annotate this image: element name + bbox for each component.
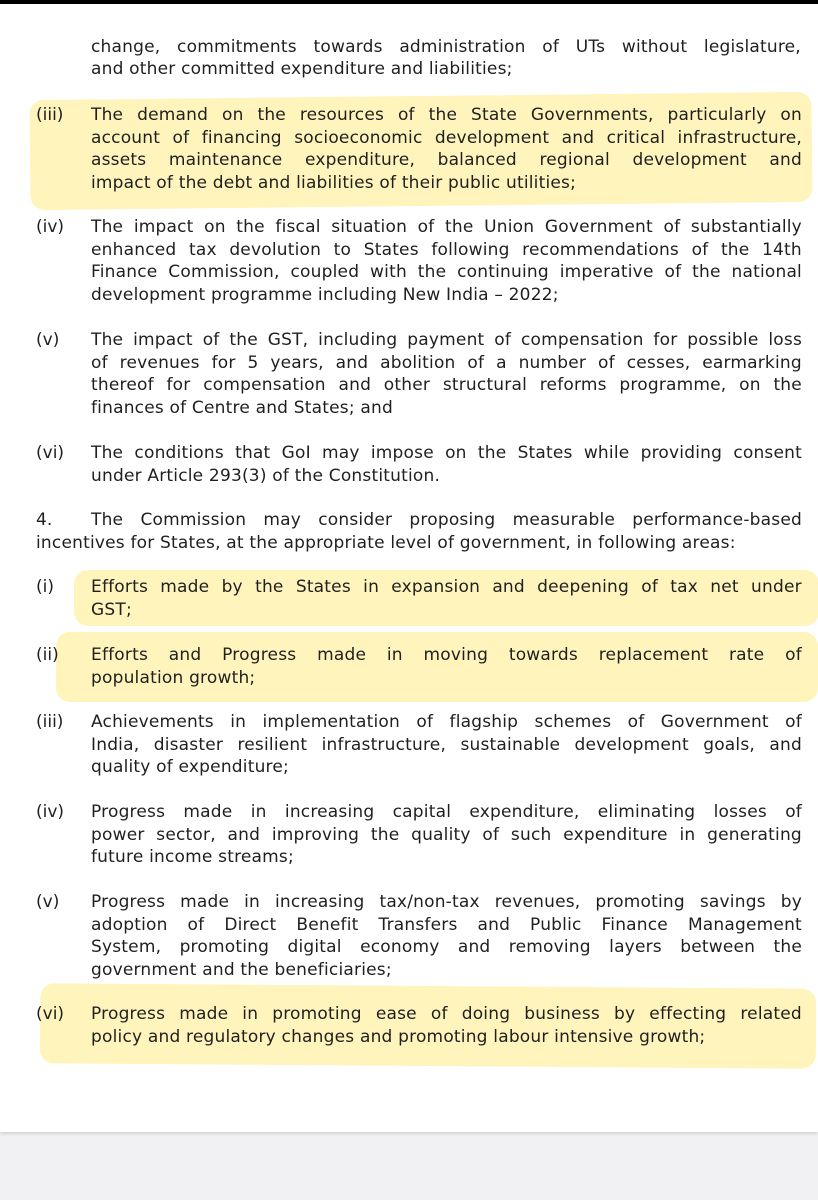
item-number: (iv) [36,217,65,237]
word: Government [544,217,653,237]
word: goals, [703,734,756,755]
word: revenues [119,352,200,373]
word: Efforts [91,645,149,665]
word: replacement [598,645,709,665]
word: Progress [91,1004,166,1024]
word: following [431,239,510,260]
word: Finance [601,914,668,935]
word: consent [733,443,802,463]
word: revenues, [494,892,581,912]
word: critical [606,127,666,148]
word: 14th [762,239,802,260]
word: maintenance [168,150,283,170]
item-number: (v) [36,892,60,912]
word: made [317,645,367,665]
word: that [235,443,271,463]
word: expenditure, [469,802,580,822]
word: Governments, [530,105,654,125]
word: Government [660,712,769,732]
word: compensation [520,330,644,350]
item-number: (iv) [36,802,65,822]
word: GoI [281,443,311,463]
word: effecting [649,1004,727,1024]
word: in [244,892,261,912]
word: on [739,375,761,395]
text-line: government and the beneficiaries; [91,959,392,980]
word: other [383,375,431,395]
word: legislature, [703,37,801,57]
item-number: (iii) [36,105,64,125]
word: expansion [391,577,481,597]
word: on [222,105,244,125]
word: of [397,105,415,125]
word: States [517,443,573,463]
word: of [785,645,802,665]
word: tax [670,577,699,597]
word: States [363,239,419,260]
word: and [457,937,491,957]
word: deepening [537,577,629,597]
word: years, [270,352,324,373]
word: continuing [457,262,549,282]
text-line [91,824,802,847]
paragraph-number: 4. [36,510,53,530]
word: of [187,914,205,935]
word: of [467,352,485,373]
text-line: incentives for States, at the appropriate level of government, in following areas: [36,532,736,553]
word: Public [530,914,582,935]
word: socioeconomic [294,127,423,148]
word: and [561,127,595,148]
word: for [211,352,236,373]
word: and [477,914,511,935]
word: national [731,262,802,282]
word: The [91,217,124,237]
word: on [204,217,226,237]
word: in [242,1004,259,1024]
word: of [482,824,500,845]
word: GST, [267,330,309,350]
text-line [91,1003,802,1026]
word: infrastructure, [677,127,802,148]
word: expenditure, [304,150,416,170]
text-line [91,509,802,532]
word: resources [299,105,385,125]
word: without [621,37,688,57]
word: generating [707,824,802,845]
text-line [91,216,802,239]
text-line [91,914,802,937]
text-line [91,261,802,284]
word: 5 [247,352,259,373]
word: disaster [153,734,224,755]
text-line [91,352,802,375]
word: impose [370,443,434,463]
word: made [160,577,210,597]
text-line [91,36,801,59]
item-number: (vi) [36,1004,65,1024]
word: abolition [380,352,456,373]
text-line: policy and regulatory changes and promoting labour intensive growth; [91,1026,706,1047]
word: the [257,105,286,125]
word: Efforts [91,577,149,597]
word: and [492,577,525,597]
word: and [769,150,802,170]
item-number: (vi) [36,443,65,463]
word: of [627,712,645,732]
word: layers [609,937,662,957]
word: situation [331,217,408,237]
word: financing [201,127,282,148]
word: India, [91,734,140,755]
word: promoting [595,892,685,912]
word: schemes [534,712,612,732]
word: Transfers [378,914,458,935]
word: to [333,239,352,260]
word: the [477,443,507,463]
word: possible [687,330,759,350]
word: compensation [203,375,326,395]
text-line [91,936,802,959]
word: devolution [229,239,322,260]
word: and [335,352,369,373]
word: Commission [140,510,247,530]
word: a [496,352,507,373]
word: the [417,262,447,282]
word: States [295,577,351,597]
word: balanced [437,150,517,170]
word: UTs [575,37,606,57]
document-page [0,4,818,1132]
word: Finance [91,262,158,282]
word: recommendations [522,239,679,260]
word: removing [508,937,591,957]
word: of [542,37,560,57]
word: moving [423,645,489,665]
word: the [773,375,802,395]
word: of [598,352,615,373]
word: with [370,262,407,282]
text-line: impact of the debt and liabilities of their public utilities; [91,172,577,193]
word: payment [407,330,485,350]
word: increasing [284,802,375,822]
word: Management [687,914,802,935]
word: cesses, [626,352,691,373]
word: promoting [179,937,270,957]
word: regional [539,150,610,170]
word: expenditure [563,824,668,845]
word: substantially [690,217,802,237]
word: promoting [272,1004,362,1024]
word: the [236,217,265,237]
word: of [494,330,512,350]
word: structural [442,375,528,395]
word: in [250,802,267,822]
word: by [221,577,243,597]
word: improving [271,824,360,845]
word: reforms [539,375,607,395]
word: on [780,105,802,125]
word: Progress [91,802,166,822]
word: sector, [156,824,216,845]
word: change, [91,37,161,57]
word: in [679,824,696,845]
word: may [322,443,360,463]
word: The [91,510,124,530]
word: including [318,330,398,350]
word: proposing [409,510,496,530]
word: under [751,577,802,597]
word: for [166,375,191,395]
word: between [680,937,756,957]
word: rate [728,645,765,665]
word: impact [133,330,193,350]
word: enhanced [91,239,177,260]
word: The [91,330,124,350]
word: fiscal [275,217,321,237]
word: the [370,824,400,845]
word: capital [392,802,452,822]
word: the [692,262,721,282]
word: business [524,1004,600,1024]
word: account [91,127,161,148]
word: may [263,510,302,530]
text-line [91,127,802,150]
word: impact [133,217,194,237]
word: the [720,239,750,260]
word: savings [699,892,766,912]
text-line [91,891,802,914]
text-line [91,329,802,352]
text-line: finances of Centre and States; and [91,397,393,418]
word: development [574,734,689,755]
word: in [230,712,247,732]
word: development [434,127,550,148]
word: power [91,824,145,845]
text-line: quality of expenditure; [91,757,289,777]
word: conditions [134,443,224,463]
word: in [363,577,380,597]
word: loss [768,330,802,350]
item-number: (iii) [36,712,64,732]
word: providing [640,443,723,463]
word: State [471,105,518,125]
word: implementation [262,712,400,732]
word: Achievements [91,712,214,732]
text-line [91,104,802,127]
word: of [417,217,435,237]
word: infrastructure, [321,734,447,755]
word: commitments [177,37,297,57]
text-line: development programme including New India – 2022; [91,284,559,305]
word: Progress [222,645,297,665]
word: of [785,712,802,732]
word: earmarking [702,352,802,373]
word: net [710,577,739,597]
word: the [773,937,802,957]
text-line: and other committed expenditure and liabilities; [91,59,513,79]
word: made [180,892,230,912]
text-line [91,711,802,734]
word: programme, [619,375,727,395]
word: related [740,1004,802,1024]
text-line [91,374,802,397]
word: The [91,443,124,463]
word: by [780,892,802,912]
text-line: GST; [91,599,132,620]
word: losses [713,802,767,822]
word: Commission, [168,262,280,282]
word: of [663,217,681,237]
word: System, [91,937,162,957]
word: of [664,262,682,282]
word: towards [508,645,578,665]
word: demand [137,105,209,125]
word: of [691,239,709,260]
word: for [653,330,678,350]
word: Benefit [296,914,359,935]
word: adoption [91,914,168,935]
item-number: (v) [36,330,60,350]
word: and [227,824,261,845]
word: consider [318,510,393,530]
word: and [338,375,372,395]
word: the [428,105,458,125]
text-line: population growth; [91,667,256,688]
word: Union [484,217,535,237]
word: Direct [224,914,277,935]
word: administration [399,37,526,57]
text-line: future income streams; [91,847,294,867]
word: assets [91,150,147,170]
word: towards [313,37,383,57]
word: of [202,330,220,350]
word: made [183,802,233,822]
text-line [91,576,802,599]
word: on [445,443,467,463]
word: economy [360,937,440,957]
text-line: under Article 293(3) of the Constitution. [91,465,441,486]
word: the [445,217,474,237]
text-line [91,149,802,172]
word: of [172,127,190,148]
word: ease [375,1004,417,1024]
word: performance-based [632,510,802,530]
word: flagship [449,712,519,732]
word: coupled [290,262,360,282]
word: tax/non-tax [379,892,480,912]
word: of [430,1004,448,1024]
word: of [416,712,434,732]
word: such [510,824,552,845]
word: and [769,734,802,755]
word: digital [287,937,342,957]
word: Progress [91,892,166,912]
text-line [91,644,802,667]
text-line [91,801,802,824]
word: imperative [559,262,654,282]
word: particularly [667,105,767,125]
word: thereof [91,375,154,395]
word: the [255,577,284,597]
word: number [518,352,587,373]
word: the [229,330,258,350]
word: made [179,1004,229,1024]
word: increasing [275,892,365,912]
word: in [386,645,403,665]
word: The [91,105,124,125]
text-line [91,442,802,465]
word: of [785,802,802,822]
word: eliminating [597,802,696,822]
word: resilient [237,734,308,755]
word: doing [461,1004,511,1024]
word: by [613,1004,636,1024]
word: sustainable [460,734,561,755]
word: measurable [512,510,616,530]
word: of [641,577,659,597]
word: and [168,645,202,665]
word: quality [411,824,471,845]
text-line [91,239,802,262]
word: while [583,443,630,463]
word: development [632,150,747,170]
item-number: (ii) [36,645,59,665]
word: of [91,352,108,373]
word: tax [188,239,217,260]
text-line [91,734,802,757]
item-number: (i) [36,577,54,597]
